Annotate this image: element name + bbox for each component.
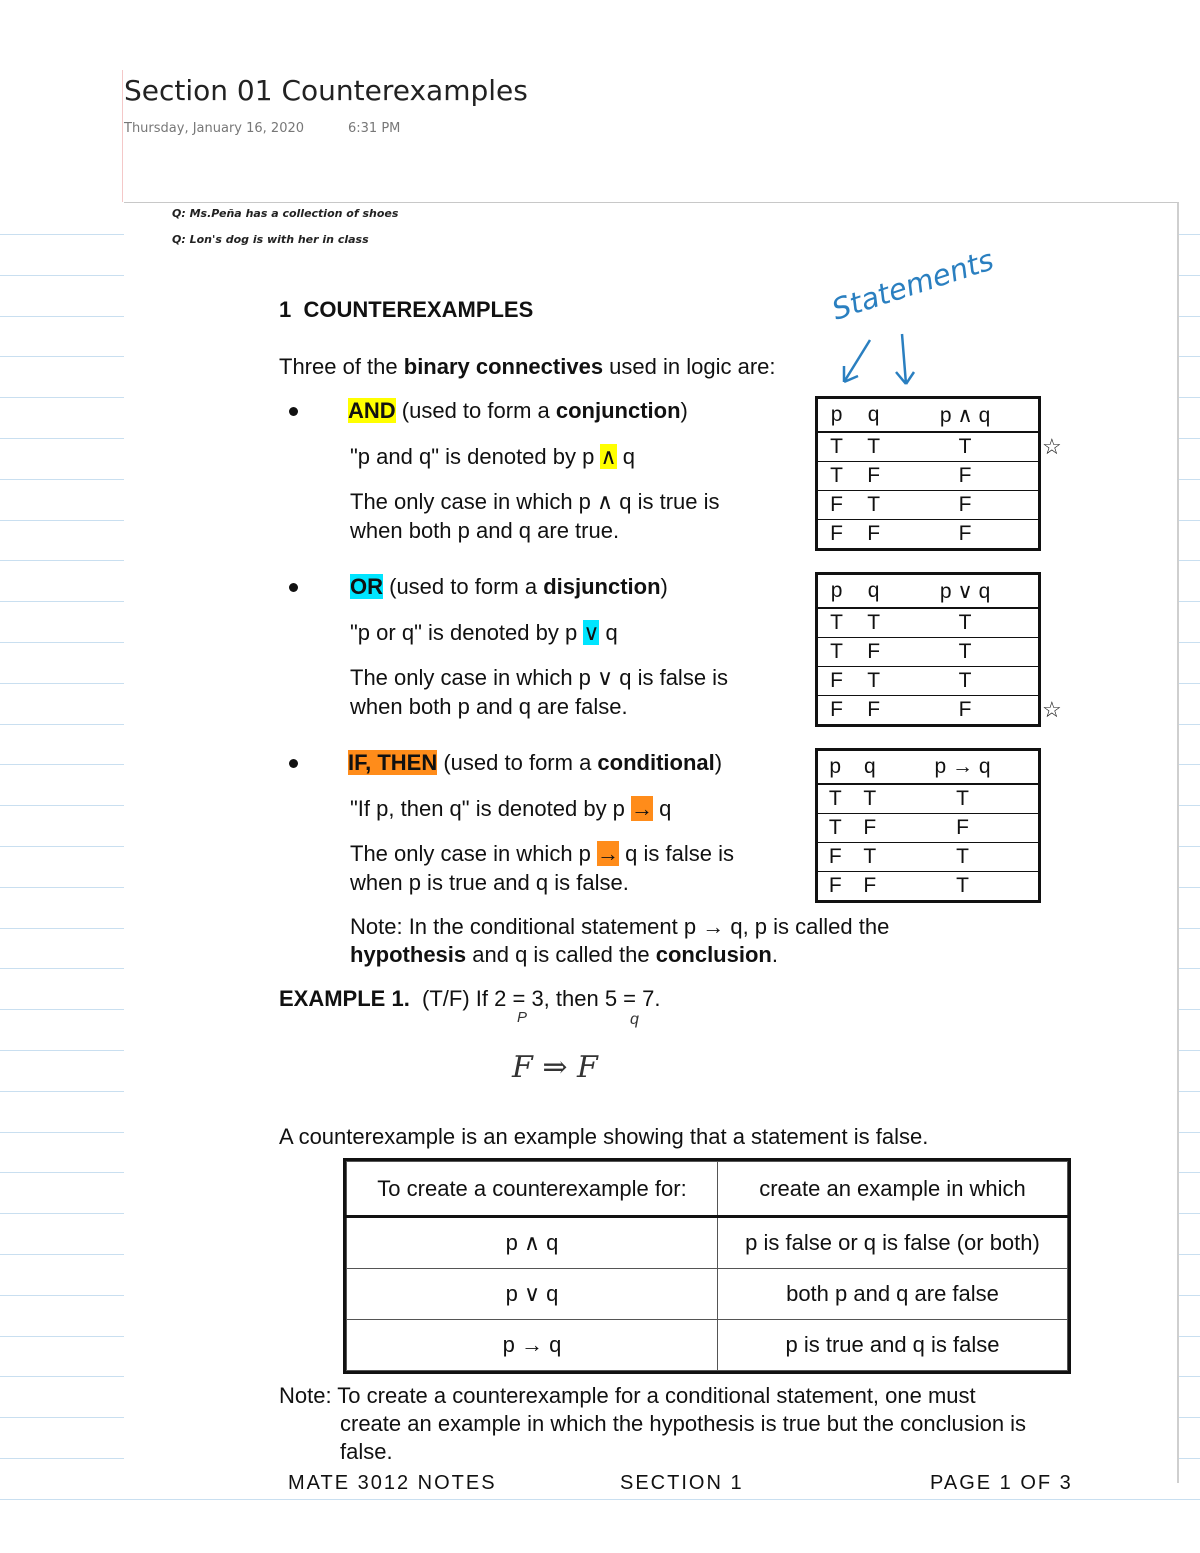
and-rule-2: when both p and q are true.: [350, 518, 620, 543]
counterexample-definition: A counterexample is an example showing that a statement is false.: [279, 1124, 929, 1149]
margin-line: [122, 70, 123, 202]
page-title: Section 01 Counterexamples: [124, 74, 528, 107]
statements-label: Statements: [827, 242, 998, 327]
table-row: p ∧ q p is false or q is false (or both): [347, 1217, 1068, 1269]
note-conditional-2: hypothesis and q is called the conclusion.: [350, 942, 778, 967]
bullet-ifthen: [289, 759, 298, 768]
or-rule-1: The only case in which p ∨ q is false is: [350, 665, 729, 690]
page-footer: MATE 3012 NOTES SECTION 1 PAGE 1 OF 3: [288, 1472, 1073, 1494]
table-header: To create a counterexample for:: [347, 1162, 718, 1217]
note-date: Thursday, January 16, 2020: [124, 121, 305, 136]
and-rule-1: The only case in which p ∧ q is true is: [350, 489, 720, 514]
star-icon: ☆: [1042, 434, 1062, 459]
or-rule-2: when both p and q are false.: [350, 694, 628, 719]
handwritten-work: F ⇒ F: [512, 1050, 598, 1085]
counterexample-table: [343, 1158, 1071, 1374]
truth-table-or: p q p ∨ q T T T T F T F T T F F F: [815, 572, 1041, 727]
and-title: AND (used to form a conjunction): [348, 398, 688, 423]
and-denoted: "p and q" is denoted by p ∧ q: [350, 444, 635, 469]
ifthen-rule-2: when p is true and q is false.: [350, 870, 629, 895]
arrow-down-icon: [896, 334, 914, 384]
ifthen-title: IF, THEN (used to form a conditional): [348, 750, 723, 775]
truth-table-and: p q p ∧ q T T T T F F F T F F F F: [815, 396, 1041, 551]
truth-table-conditional: p q p → q T T T T F F F T T F F T: [815, 748, 1041, 903]
ifthen-denoted: "If p, then q" is denoted by p → q: [350, 796, 672, 821]
section-heading: 1 COUNTEREXAMPLES: [279, 297, 534, 322]
example-1: EXAMPLE 1. (T/F) If 2 = 3, then 5 = 7.: [279, 986, 661, 1011]
bullet-or: [289, 583, 298, 592]
handwritten-p: P: [517, 1009, 528, 1026]
ifthen-rule-1: The only case in which p → q is false is: [350, 841, 734, 866]
or-title: OR (used to form a disjunction): [350, 574, 668, 599]
bullet-and: [289, 407, 298, 416]
table-header: create an example in which: [718, 1162, 1068, 1217]
note-counterexample-2: create an example in which the hypothesis is true but the conclusion is: [340, 1411, 1027, 1436]
table-row: p → q p is true and q is false: [347, 1320, 1068, 1371]
note-counterexample-3: false.: [340, 1439, 393, 1464]
note-counterexample-1: Note: To create a counterexample for a conditional statement, one must: [279, 1383, 976, 1408]
handwritten-note-1: Q: Ms.Peña has a collection of shoes: [172, 207, 399, 220]
arrow-left-icon: [844, 340, 870, 382]
intro-text: Three of the binary connectives used in logic are:: [279, 354, 776, 379]
table-row: p ∨ q both p and q are false: [347, 1269, 1068, 1320]
note-time: 6:31 PM: [348, 121, 401, 136]
ruled-line: [0, 1499, 1200, 1500]
handwritten-note-2: Q: Lon's dog is with her in class: [172, 233, 369, 246]
handwritten-q: q: [630, 1011, 639, 1028]
statements-annotation: [827, 242, 998, 393]
or-denoted: "p or q" is denoted by p ∨ q: [350, 620, 618, 645]
note-conditional-1: Note: In the conditional statement p → q, p is called the: [350, 914, 890, 939]
star-icon: ☆: [1042, 697, 1062, 722]
